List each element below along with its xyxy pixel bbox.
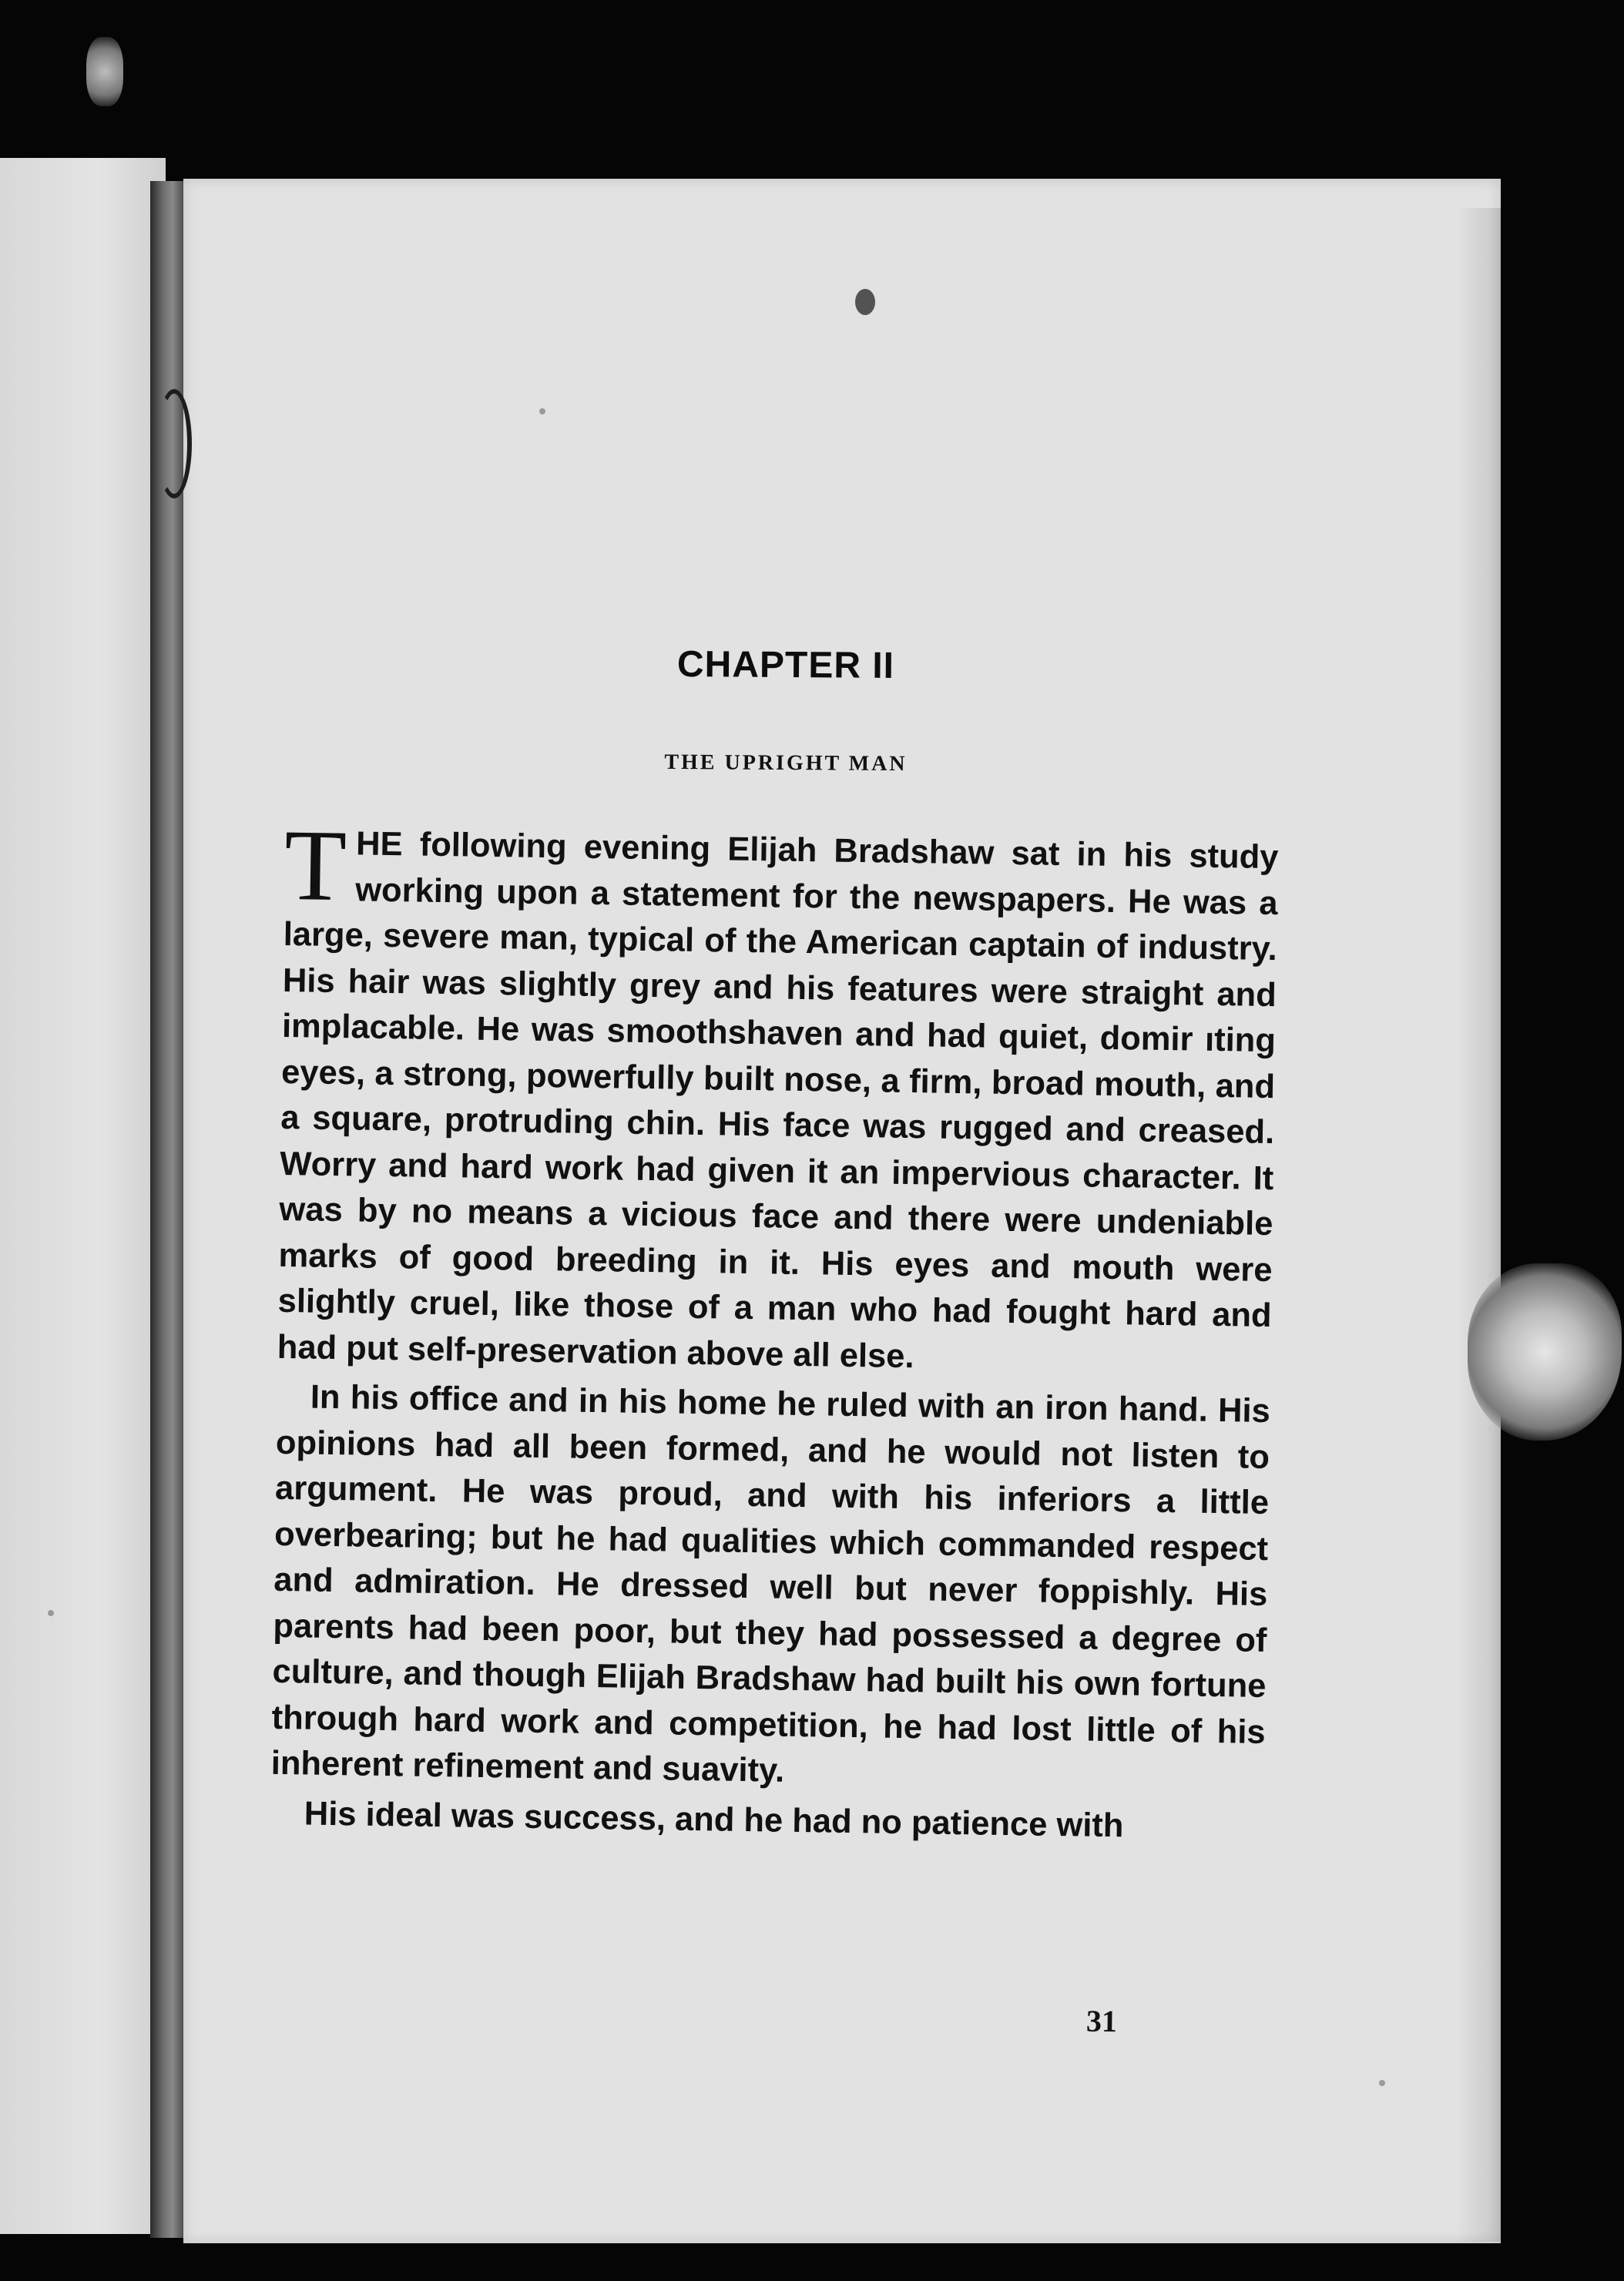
page-edge-shadow [1456,208,1501,2242]
drop-cap-letter: T [284,808,347,923]
body-paragraph [277,808,1279,1385]
ink-smudge [855,289,875,315]
scan-corner-blemish [86,37,123,106]
chapter-heading: CHAPTER II [676,644,895,686]
page-damage-patch [1468,1263,1622,1441]
binding-curl-mark [156,389,192,498]
chapter-body-text [270,808,1279,1851]
body-paragraph: In his office and in his home he ruled with an iron hand. His opinions had all been formed, and he would not listen to argument. He was proud, and with his inferiors a little overbearing; but he had qualities which commanded respect and admiration. He dressed well but never foppishly. His parents had been poor, but they had possessed a degree of culture, and though Elijah Bradshaw had built his own fortune through hard work and competition, he had lost little of his inherent refinement and suavity. [270,1378,1271,1790]
chapter-title: THE UPRIGHT MAN [664,750,908,777]
dust-speck [48,1610,54,1616]
body-paragraph: His ideal was success, and he had no patience with [304,1795,1124,1844]
dust-speck [539,408,545,414]
paragraph-text: HE following evening Elijah Bradshaw sat in his study working upon a statement for the newspapers. He was a large, severe man, typical of the American captain of industry. His hair was slightly grey and his features were straight and implacable. He was smoothshaven and had quiet, domir ıting eyes, a strong, powerfully built nose, a firm, broad mouth, and a square, protruding chin. His face was rugged and creased. Worry and hard work had given it an impervious character. It was by no means a vicious face and there were undeniable marks of good breeding in it. His eyes and mouth were slightly cruel, like those of a man who had fought hard and had put self-preservation above all else. [277,825,1279,1375]
page-number: 31 [1085,2003,1118,2039]
dust-speck [1379,2080,1385,2086]
left-page-edge [0,158,166,2234]
